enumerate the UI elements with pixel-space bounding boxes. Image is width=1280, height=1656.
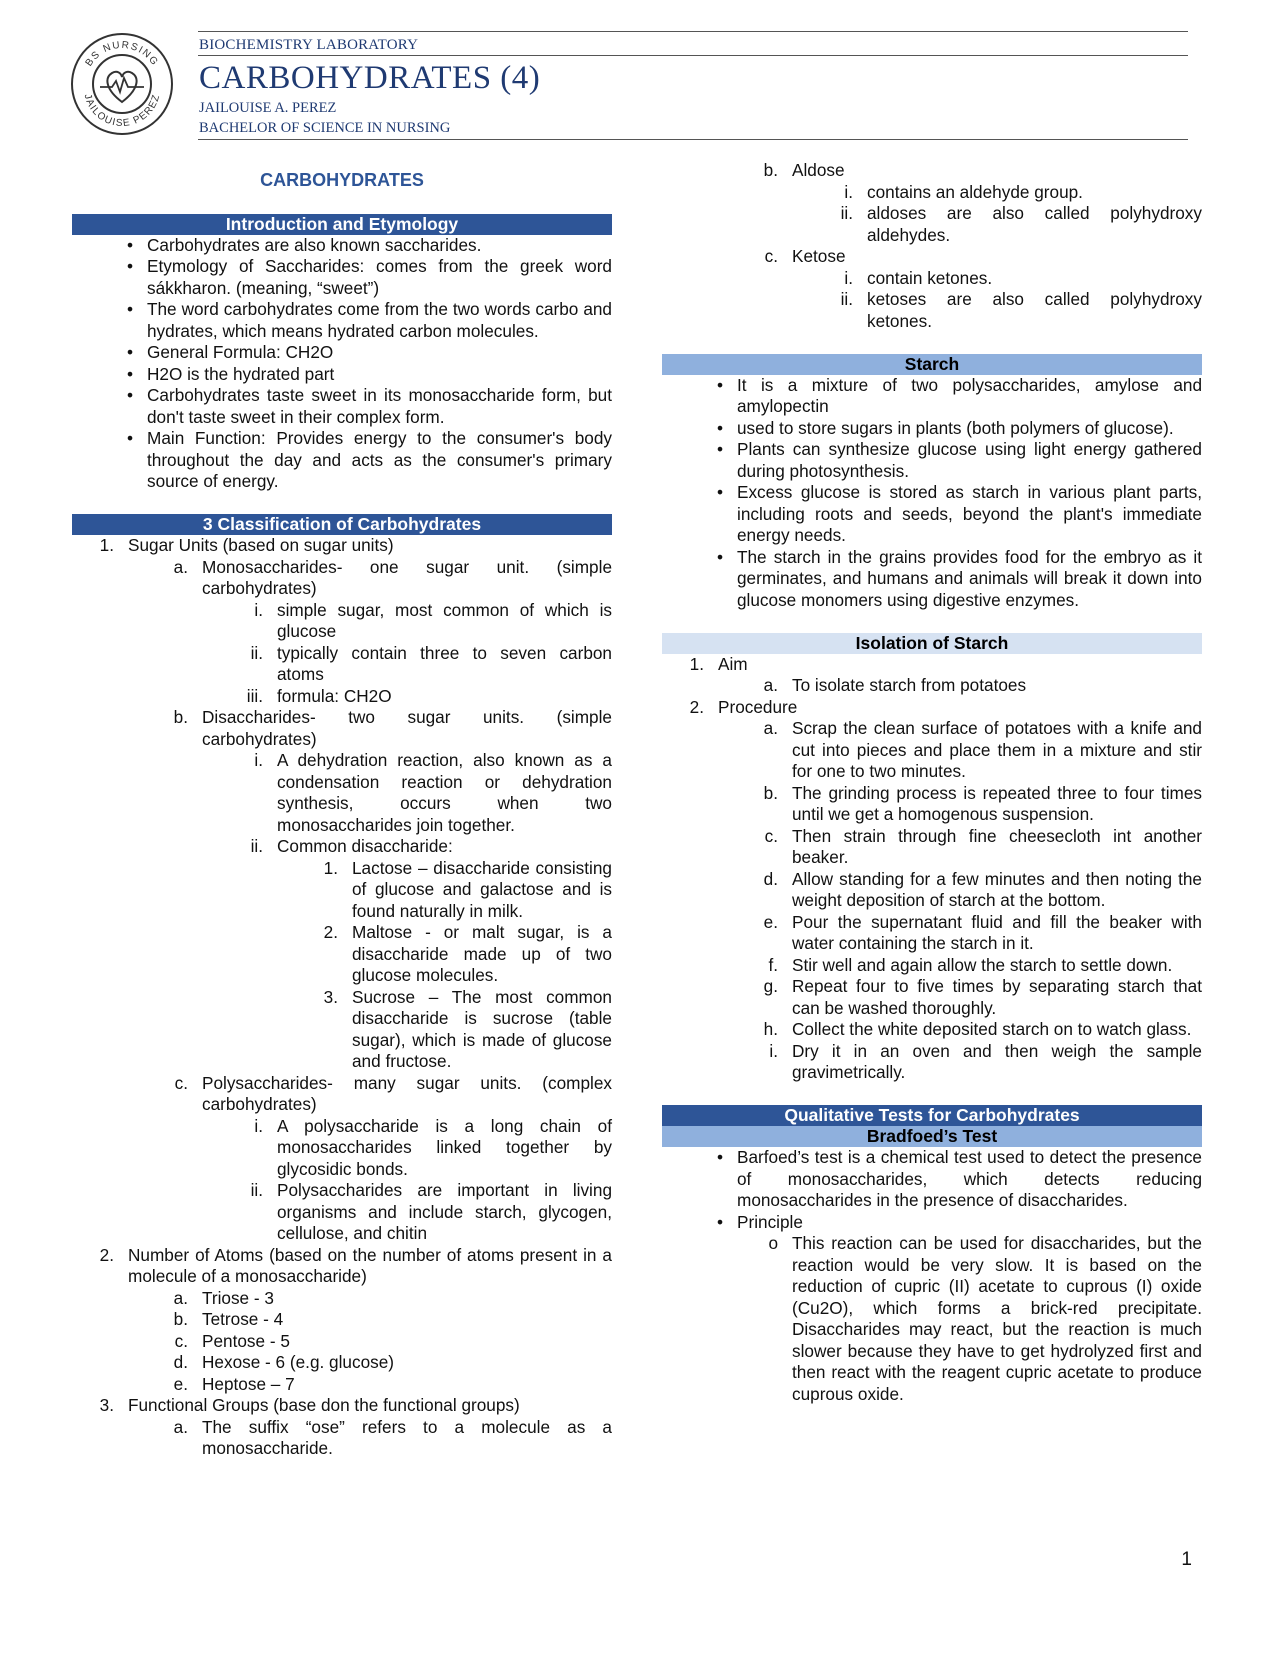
bullet-icon: • [126,234,133,255]
section-title: CARBOHYDRATES [260,170,424,190]
bullet-icon: • [716,439,723,459]
list-marker: b. [763,782,778,803]
list-text: Collect the white deposited starch on to watch glass. [792,1019,1192,1039]
list-text: Ketose [792,246,846,266]
list-item [72,1417,612,1460]
list-item: • Etymology of Saccharides: comes from the greek word sákkharon. (meaning, “sweet”) [72,256,612,299]
svg-text:JAILOUISE PEREZ: JAILOUISE PEREZ [81,92,163,130]
list-text: Pentose - 5 [202,1330,290,1351]
bullet-icon: • [716,374,723,395]
bullet-icon: • [126,385,133,405]
list-item: o This reaction can be used for disaccharides, but the reaction would be very slow. It is based on the reduction of cupric (II) acetate to cuprous (I) oxide (Cu2O), which forms a brick-red precipitate. Disaccharides may react, but the reaction is much slower because they have to get hydrolyzed first and then react with the reagent cupric acetate to produce cuprous oxide. [662,1233,1202,1405]
list-item: • The starch in the grains provides food for the embryo as it germinates, and humans and animals will break it down into glucose monomers using digestive enzymes. [662,547,1202,612]
list-text: The grinding process is repeated three to four times until we get a homogenous suspension. [792,782,1202,824]
list-marker: ii. [250,836,263,856]
list-marker: 2. [99,1244,114,1265]
list-text: Monosaccharides- one sugar unit. (simple carbohydrates) [202,556,612,598]
circle-bullet-icon: o [768,1233,778,1253]
lab-title: BIOCHEMISTRY LABORATORY [199,37,419,53]
classification-heading: 3 Classification of Carbohydrates [72,514,612,535]
list-text: To isolate starch from potatoes [792,675,1027,695]
list-item [72,1395,612,1417]
list-text: Maltose - or malt sugar, is a disaccharide made up of two glucose molecules. [352,922,612,985]
list-item [662,1019,1202,1041]
bullet-icon: • [716,1147,723,1167]
list-marker: i. [844,267,853,288]
header-rule-bottom [198,139,1188,140]
list-item [72,1073,612,1116]
bullet-icon: • [716,546,723,567]
list-item [72,1116,612,1181]
list-text: Lactose – disaccharide consisting of glucose and galactose and is found naturally in milk. [352,857,612,921]
bullet-icon: • [126,299,133,319]
list-item: • Principle [662,1212,1202,1234]
list-text: The suffix “ose” refers to a molecule as a monosaccharide. [202,1416,612,1458]
isolation-list [662,654,1202,1084]
list-item [72,557,612,600]
list-item [72,686,612,708]
list-text: Dry it in an oven and then weigh the sample gravimetrically. [792,1040,1202,1082]
list-marker: i. [254,1115,263,1136]
list-item [662,955,1202,977]
list-text: Sucrose – The most common disaccharide is sucrose (table sugar), which is made of glucose and fructose. [352,986,612,1071]
list-marker: 3. [99,1395,114,1415]
list-marker: 1. [689,653,704,674]
list-item: • Main Function: Provides energy to the consumer's body throughout the day and acts as the consumer's primary source of energy. [72,428,612,493]
list-text: Allow standing for a few minutes and then noting the weight deposition of starch at the bottom. [792,868,1202,910]
list-marker: i. [254,750,263,770]
bullet-icon: • [126,428,133,448]
list-text: Repeat four to five times by separating starch that can be washed thoroughly. [792,976,1202,1018]
list-marker: ii. [840,203,853,223]
list-item: • Barfoed’s test is a chemical test used to detect the presence of monosaccharides, which detects reducing monosaccharides in the presence of disaccharides. [662,1147,1202,1212]
list-item [72,643,612,686]
bradfoed-heading: Bradfoed’s Test [662,1126,1202,1147]
list-text: Polysaccharides are important in living organisms and include starch, glycogen, cellulose, and chitin [277,1180,612,1243]
list-marker: ii. [250,1180,263,1200]
list-item: • The word carbohydrates come from the two words carbo and hydrates, which means hydrated carbon molecules. [72,299,612,342]
document-title: CARBOHYDRATES (4) [199,60,541,96]
list-item [662,246,1202,268]
header-rule-mid [198,55,1188,56]
list-marker: g. [763,976,778,996]
list-text: Disaccharides- two sugar units. (simple carbohydrates) [202,707,612,749]
bullet-icon: • [716,1211,723,1232]
list-text: A dehydration reaction, also known as a condensation reaction or dehydration synthesis, occurs when two monosaccharides join together. [277,750,612,835]
page-header [0,0,1280,150]
list-marker: c. [764,825,778,846]
list-marker: iii. [246,685,263,706]
list-item [662,869,1202,912]
list-text: Aldose [792,160,845,180]
functional-groups-list [662,160,1202,332]
isolation-heading: Isolation of Starch [662,633,1202,654]
list-marker: i. [254,599,263,620]
list-marker: f. [768,954,778,975]
list-item [72,836,612,858]
list-text: simple sugar, most common of which is glucose [277,599,612,641]
list-text: contain ketones. [867,267,993,288]
list-text: contains an aldehyde group. [867,181,1083,202]
bullet-icon: • [126,342,133,362]
list-marker: ii. [250,642,263,663]
list-item [662,182,1202,204]
list-item: • General Formula: CH2O [72,342,612,364]
list-marker: b. [173,1309,188,1329]
list-text: Sugar Units (based on sugar units) [128,535,394,555]
list-item [72,1245,612,1288]
list-item [72,707,612,750]
list-item [72,1374,612,1396]
list-marker: 1. [99,535,114,555]
list-item: • It is a mixture of two polysaccharides, amylose and amylopectin [662,375,1202,418]
left-column [72,160,612,1460]
list-item [662,654,1202,676]
list-item [72,1180,612,1245]
intro-heading: Introduction and Etymology [72,214,612,235]
list-text: Heptose – 7 [202,1373,295,1394]
list-text: Tetrose - 4 [202,1309,284,1329]
list-item [72,600,612,643]
list-marker: c. [764,246,778,266]
list-item [72,1288,612,1310]
list-item [72,1309,612,1331]
list-item: • Excess glucose is stored as starch in various plant parts, including roots and seeds, beyond the plant's immediate energy needs. [662,482,1202,547]
right-column [662,160,1202,1405]
list-item [662,160,1202,182]
list-item: • Carbohydrates are also known saccharides. [72,235,612,257]
nursing-logo [70,32,174,136]
list-text: typically contain three to seven carbon atoms [277,642,612,684]
intro-list [72,235,612,493]
list-item [662,203,1202,246]
list-text: A polysaccharide is a long chain of monosaccharides linked together by glycosidic bonds. [277,1115,612,1179]
bullet-icon: • [716,417,723,438]
bullet-icon: • [716,482,723,502]
list-text: Polysaccharides- many sugar units. (complex carbohydrates) [202,1072,612,1114]
list-text: Number of Atoms (based on the number of atoms present in a molecule of a monosaccharide) [128,1244,612,1286]
starch-heading: Starch [662,354,1202,375]
list-item [72,922,612,987]
list-item [72,858,612,923]
list-item: • used to store sugars in plants (both polymers of glucose). [662,418,1202,440]
list-marker: d. [173,1352,188,1372]
list-marker: 3. [323,986,338,1007]
program-name: BACHELOR OF SCIENCE IN NURSING [199,120,451,136]
list-item: • Plants can synthesize glucose using light energy gathered during photosynthesis. [662,439,1202,482]
list-item [662,268,1202,290]
qualitative-heading: Qualitative Tests for Carbohydrates [662,1105,1202,1126]
list-text: aldoses are also called polyhydroxy aldehydes. [867,203,1202,245]
list-marker: i. [844,181,853,202]
list-marker: i. [769,1040,778,1061]
list-marker: ii. [840,289,853,309]
list-item: • Carbohydrates taste sweet in its monosaccharide form, but don't taste sweet in their complex form. [72,385,612,428]
list-item [662,976,1202,1019]
list-text: Hexose - 6 (e.g. glucose) [202,1352,395,1372]
list-marker: 2. [689,696,704,717]
bullet-icon: • [126,363,133,384]
list-marker: a. [173,1416,188,1437]
list-text: Procedure [718,696,798,717]
list-marker: 2. [323,922,338,942]
classification-list [72,535,612,1460]
list-item [662,1041,1202,1084]
list-text: Then strain through fine cheesecloth int another beaker. [792,825,1202,867]
list-text: ketoses are also called polyhydroxy ketones. [867,289,1202,331]
author-name: JAILOUISE A. PEREZ [199,100,337,116]
list-marker: d. [763,868,778,889]
list-marker: e. [173,1373,188,1394]
list-item [662,697,1202,719]
list-marker: a. [173,556,188,577]
list-marker: c. [174,1072,188,1093]
list-text: Common disaccharide: [277,836,453,856]
list-marker: a. [173,1287,188,1308]
list-item: • H2O is the hydrated part [72,364,612,386]
bullet-icon: • [126,256,133,276]
list-marker: b. [173,707,188,727]
list-item [662,783,1202,826]
list-marker: a. [763,675,778,695]
list-marker: 1. [323,857,338,878]
list-item [662,718,1202,783]
list-item [662,675,1202,697]
list-item [662,289,1202,332]
list-text: Triose - 3 [202,1287,274,1308]
list-text: Pour the supernatant fluid and fill the beaker with water containing the starch in it. [792,911,1202,953]
list-item [72,987,612,1073]
list-item [72,1352,612,1374]
list-item [72,535,612,557]
header-rule-top [198,31,1188,32]
list-marker: c. [174,1330,188,1351]
list-marker: a. [763,718,778,738]
list-marker: h. [763,1019,778,1039]
list-item [662,826,1202,869]
list-marker: b. [763,160,778,180]
list-item [662,912,1202,955]
list-item [72,750,612,836]
list-text: Aim [718,653,748,674]
starch-list [662,375,1202,612]
page-number: 1 [1181,1549,1192,1570]
list-text: formula: CH2O [277,685,392,706]
list-text: Stir well and again allow the starch to settle down. [792,954,1173,975]
list-text: Functional Groups (base don the functional groups) [128,1395,520,1415]
svg-text:BS NURSING: BS NURSING [83,39,161,69]
list-marker: e. [763,911,778,932]
list-item [72,1331,612,1353]
list-text: Scrap the clean surface of potatoes with a knife and cut into pieces and place them in a mixture and stir for one to two minutes. [792,718,1202,781]
